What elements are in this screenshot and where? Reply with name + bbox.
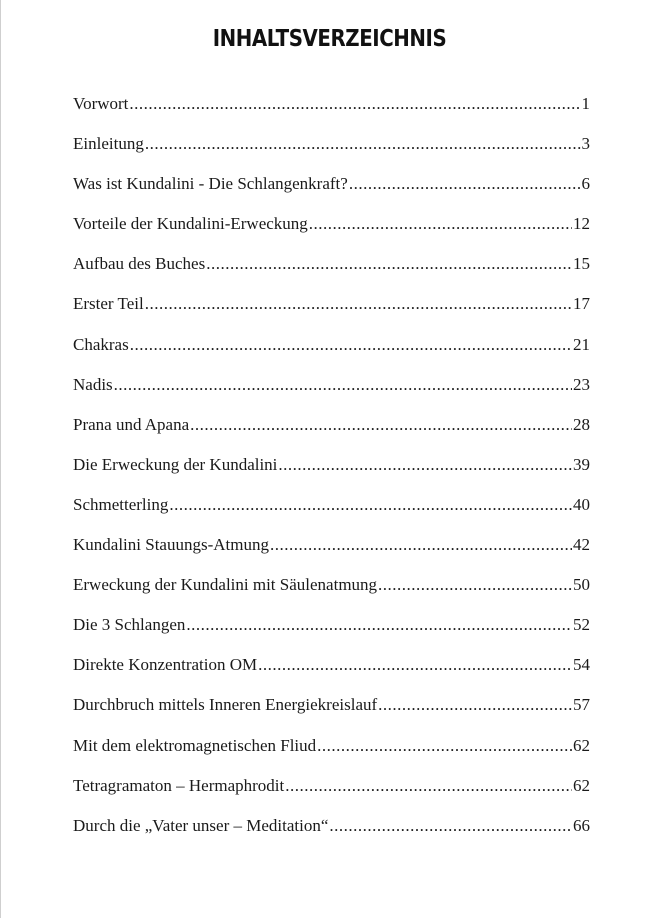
toc-entry <box>73 575 590 615</box>
toc-dot-leader <box>317 736 572 756</box>
toc-dot-leader <box>114 375 572 395</box>
toc-entry <box>73 134 590 174</box>
toc-entry <box>73 816 590 856</box>
toc-entry-page-number: 42 <box>573 535 590 555</box>
toc-dot-leader <box>186 615 572 635</box>
toc-entry <box>73 254 590 294</box>
toc-entry <box>73 695 590 735</box>
toc-entry-title: Direkte Konzentration OM <box>73 655 258 675</box>
toc-entry-title: Chakras <box>73 334 129 354</box>
toc-dot-leader <box>309 214 572 234</box>
toc-entry-page-number: 57 <box>573 695 590 715</box>
toc-dot-leader <box>169 495 572 515</box>
toc-entry-page-number: 52 <box>573 615 590 635</box>
toc-entry-title: Einleitung <box>73 134 144 154</box>
toc-dot-leader <box>278 455 572 475</box>
toc-entry-title: Was ist Kundalini - Die Schlangenkraft? <box>73 174 348 194</box>
toc-entry-page-number: 66 <box>573 815 590 835</box>
toc-entry-page-number: 54 <box>573 655 590 675</box>
toc-entry-page-number: 28 <box>573 414 590 434</box>
toc-dot-leader <box>130 335 572 355</box>
toc-entry-title: Vorwort <box>73 94 129 113</box>
toc-entry-title: Kundalini Stauungs-Atmung <box>73 535 269 555</box>
toc-dot-leader <box>378 575 572 595</box>
toc-entry-page-number: 23 <box>573 374 590 394</box>
toc-entry <box>73 655 590 695</box>
toc-dot-leader <box>258 655 572 675</box>
toc-entry-page-number: 62 <box>573 735 590 755</box>
toc-dot-leader <box>285 776 572 796</box>
toc-entry-page-number: 17 <box>573 294 590 314</box>
toc-dot-leader <box>145 294 572 314</box>
toc-dot-leader <box>329 816 572 836</box>
toc-dot-leader <box>145 134 581 154</box>
toc-entry-page-number: 6 <box>581 174 590 194</box>
toc-entry <box>73 736 590 776</box>
toc-entry-title: Vorteile der Kundalini-Erweckung <box>73 214 308 234</box>
toc-dot-leader <box>378 695 572 715</box>
toc-entry-title: Durch die „Vater unser – Meditation“ <box>73 815 329 835</box>
toc-entry-title: Tetragramaton – Hermaphrodit <box>73 775 285 795</box>
toc-entry-page-number: 62 <box>573 775 590 795</box>
toc-dot-leader <box>190 415 572 435</box>
toc-entry-title: Erweckung der Kundalini mit Säulenatmung <box>73 575 378 595</box>
toc-entry <box>73 94 590 134</box>
toc-entry <box>73 174 590 214</box>
toc-entry-title: Aufbau des Buches <box>73 254 206 274</box>
toc-entry-page-number: 12 <box>573 214 590 234</box>
toc-entry-title: Schmetterling <box>73 494 169 514</box>
toc-entry <box>73 375 590 415</box>
toc-entry <box>73 415 590 455</box>
page-title: INHALTSVERZEICHNIS <box>212 26 447 52</box>
toc-dot-leader <box>270 535 572 555</box>
toc-dot-leader <box>206 254 572 274</box>
toc-entry-title: Die 3 Schlangen <box>73 615 186 635</box>
toc-entry-page-number: 3 <box>581 134 590 154</box>
toc-entry <box>73 335 590 375</box>
toc-entry <box>73 455 590 495</box>
toc-entry-title: Die Erweckung der Kundalini <box>73 454 278 474</box>
toc-entry <box>73 495 590 535</box>
toc-entry <box>73 615 590 655</box>
toc-entry-title: Mit dem elektromagnetischen Fliud <box>73 735 317 755</box>
toc-entry <box>73 535 590 575</box>
table-of-contents <box>73 94 590 856</box>
toc-entry-page-number: 40 <box>573 494 590 514</box>
toc-dot-leader <box>349 174 581 194</box>
toc-entry-title: Prana und Apana <box>73 414 190 434</box>
toc-entry-page-number: 15 <box>573 254 590 274</box>
toc-entry-title: Erster Teil <box>73 294 144 314</box>
toc-entry <box>73 776 590 816</box>
toc-entry-page-number: 21 <box>573 334 590 354</box>
toc-entry-title: Durchbruch mittels Inneren Energiekreislauf <box>73 695 378 715</box>
toc-entry <box>73 294 590 334</box>
toc-entry-page-number: 1 <box>581 94 590 113</box>
toc-entry <box>73 214 590 254</box>
toc-dot-leader <box>129 94 580 114</box>
toc-entry-page-number: 39 <box>573 454 590 474</box>
toc-entry-page-number: 50 <box>573 575 590 595</box>
toc-entry-title: Nadis <box>73 374 113 394</box>
